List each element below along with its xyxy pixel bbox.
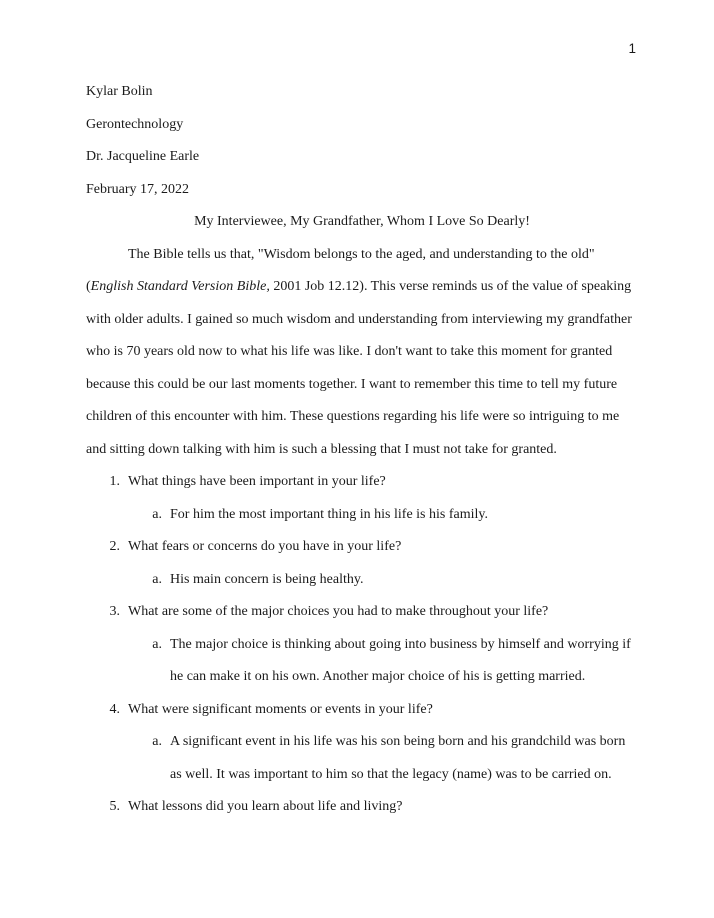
- intro-line: The Bible tells us that, "Wisdom belongs to the aged, and understanding to the old": [128, 246, 595, 262]
- intro-line: and sitting down talking with him is such a blessing that I must not take for granted.: [86, 441, 557, 457]
- answer-text: The major choice is thinking about going into business by himself and worrying if: [170, 636, 631, 652]
- answer-item: [86, 572, 638, 605]
- question-number: 4.: [109, 701, 120, 717]
- answer-item: [86, 637, 638, 670]
- intro-line: children of this encounter with him. These questions regarding his life were so intriguing to me: [86, 409, 620, 424]
- question-text: What are some of the major choices you had to make throughout your life?: [128, 604, 549, 619]
- citation-title: English Standard Version Bible,: [90, 279, 270, 294]
- intro-line: with older adults. I gained so much wisdom and understanding from interviewing my grandfather: [86, 311, 632, 327]
- intro-line: [86, 279, 638, 312]
- answer-letter: a.: [152, 571, 162, 587]
- answer-item: [86, 507, 638, 540]
- question-text: What fears or concerns do you have in your life?: [128, 539, 402, 554]
- answer-letter: a.: [152, 734, 162, 749]
- intro-line: who is 70 years old now to what his life was like. I don't want to take this moment for granted: [86, 344, 613, 359]
- question-text: What lessons did you learn about life and living?: [128, 799, 403, 814]
- intro-line: because this could be our last moments together. I want to remember this time to tell my future: [86, 376, 618, 392]
- answer-text: For him the most important thing in his life is his family.: [170, 506, 488, 522]
- question-item: [86, 799, 638, 832]
- author-name: Kylar Bolin: [86, 84, 153, 99]
- instructor-name: Dr. Jacqueline Earle: [86, 149, 200, 164]
- answer-continuation: as well. It was important to him so that the legacy (name) was to be carried on.: [170, 766, 612, 782]
- question-item: [86, 604, 638, 637]
- page-number: 1: [628, 41, 636, 56]
- answer-item: [86, 734, 638, 767]
- course-name: Gerontechnology: [86, 116, 184, 132]
- question-item: [86, 702, 638, 735]
- question-number: 5.: [109, 799, 120, 814]
- question-text: What things have been important in your life?: [128, 474, 386, 489]
- answer-letter: a.: [152, 636, 162, 652]
- question-number: 1.: [109, 474, 120, 489]
- question-text: What were significant moments or events in your life?: [128, 701, 433, 717]
- document-date: February 17, 2022: [86, 181, 190, 197]
- answer-letter: a.: [152, 506, 162, 522]
- question-number: 2.: [109, 539, 120, 554]
- intro-line-rest: 2001 Job 12.12). This verse reminds us of the value of speaking: [269, 279, 632, 294]
- document-title: My Interviewee, My Grandfather, Whom I Love So Dearly!: [194, 214, 530, 229]
- answer-text: His main concern is being healthy.: [170, 571, 364, 587]
- document-body: [86, 84, 638, 832]
- intro-paren: (: [86, 279, 91, 294]
- question-item: [86, 539, 638, 572]
- question-item: [86, 474, 638, 507]
- answer-text: A significant event in his life was his son being born and his grandchild was born: [170, 734, 626, 749]
- answer-continuation: he can make it on his own. Another major choice of his is getting married.: [170, 669, 586, 684]
- question-number: 3.: [109, 604, 120, 619]
